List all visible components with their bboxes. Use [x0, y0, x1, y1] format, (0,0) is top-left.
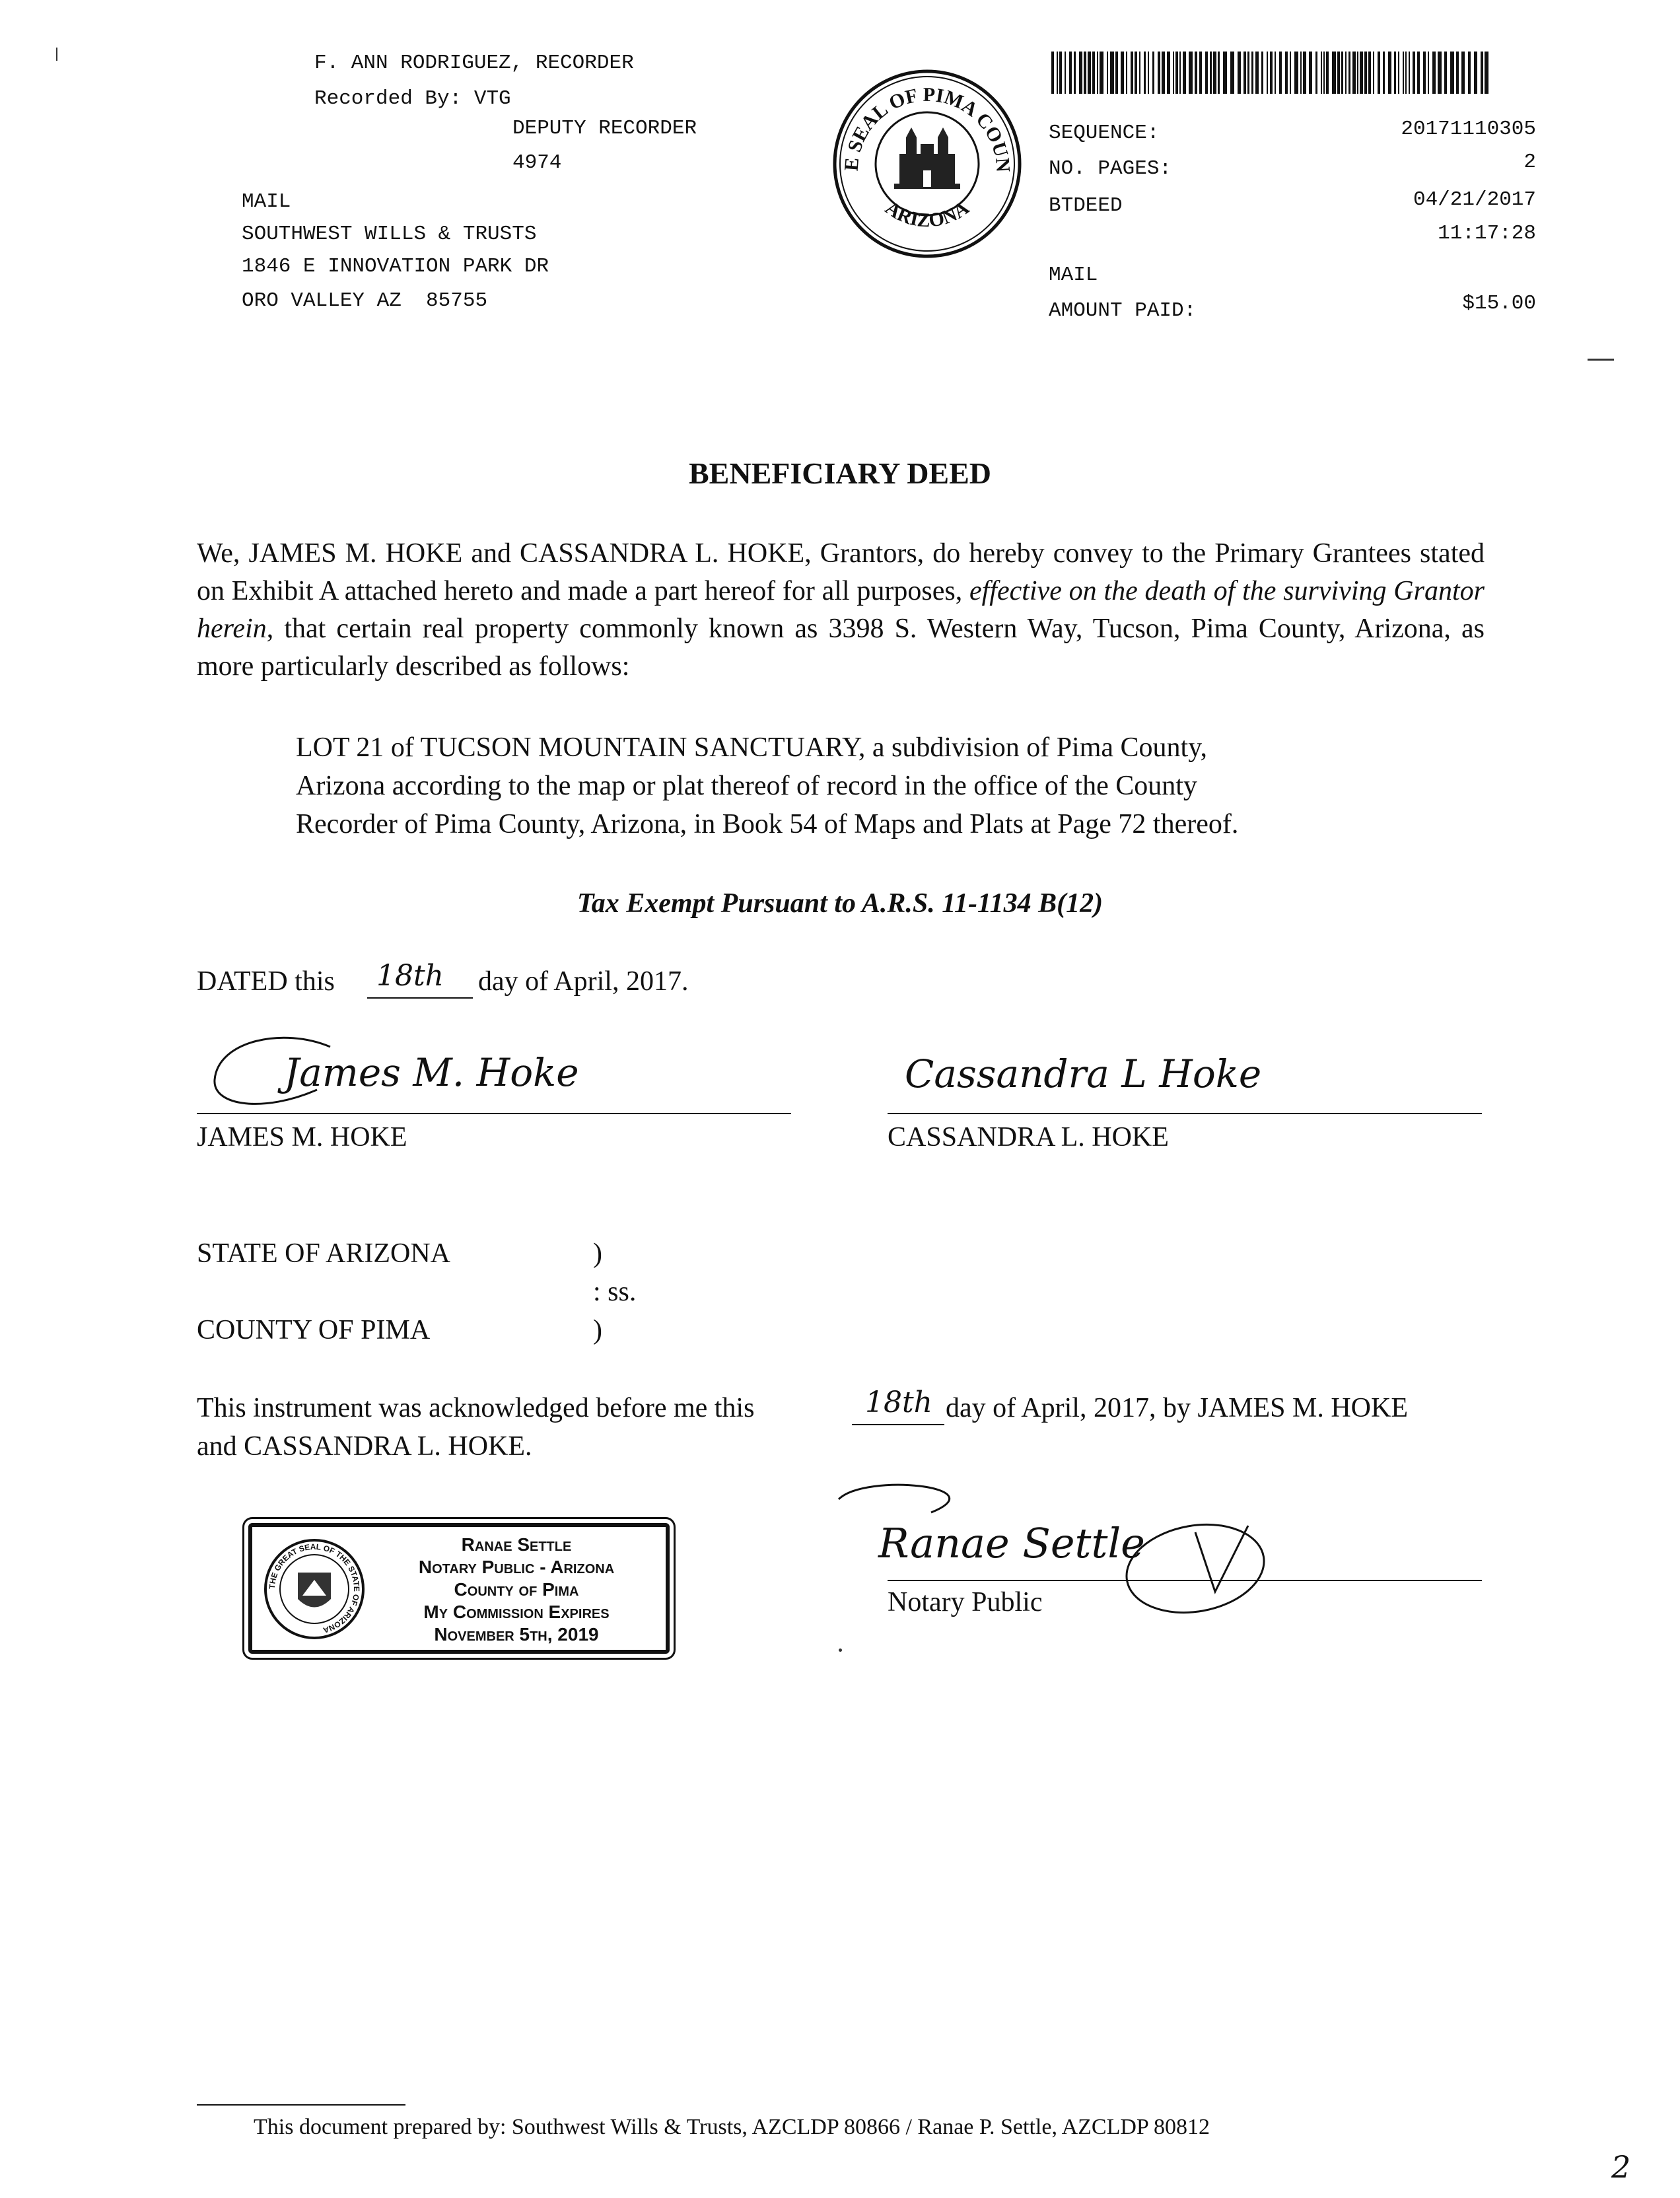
barcode-bar: [1175, 52, 1178, 94]
barcode-bar: [1403, 52, 1404, 94]
legal-line3: Recorder of Pima County, Arizona, in Book 54 of Maps and Plats at Page 72 thereof.: [296, 809, 1239, 839]
barcode-bar: [1294, 52, 1298, 94]
doc-type: BTDEED: [1049, 194, 1123, 217]
stamp-county: County of Pima: [454, 1579, 579, 1600]
barcode-bar: [1303, 52, 1306, 94]
conveyance-text-italic: effective on the death of the surviving Grantor herein: [197, 576, 1485, 644]
barcode-bar: [1352, 52, 1356, 94]
barcode-bar: [1315, 52, 1317, 94]
seal-top-text: THE SEAL OF PIMA COUNTY: [820, 48, 1014, 173]
seal-mission-icon: [894, 127, 960, 189]
barcode-bar: [1057, 52, 1058, 94]
barcode-bar: [1173, 52, 1174, 94]
barcode-bar: [1394, 52, 1396, 94]
venue-ss: : ss.: [593, 1277, 637, 1307]
barcode-bar: [1409, 52, 1410, 94]
notary-stamp: [248, 1523, 670, 1654]
barcode-bar: [1179, 52, 1181, 94]
barcode-bar: [1238, 52, 1241, 94]
barcode-bar: [1261, 52, 1263, 94]
barcode-bar: [1088, 52, 1091, 94]
document-title: BENEFICIARY DEED: [688, 456, 992, 490]
conveyance-text-b: , that certain real property commonly known as 3398 S. Western Way, Tucson, Pima County, Arizona, as more particularly described as follows:: [197, 614, 1485, 682]
venue-paren1: ): [593, 1238, 602, 1269]
barcode-bar: [1079, 52, 1082, 94]
dated-suffix: day of April, 2017.: [478, 966, 689, 997]
legal-line2: Arizona according to the map or plat thereof of record in the office of the County: [296, 771, 1197, 801]
barcode-bar: [1423, 52, 1426, 94]
recorder-name: F. ANN RODRIGUEZ, RECORDER: [314, 52, 634, 75]
barcode-bar: [1285, 52, 1288, 94]
ack-suffix: day of April, 2017, by JAMES M. HOKE: [946, 1393, 1408, 1423]
barcode-bar: [1290, 52, 1291, 94]
record-date: 04/21/2017: [1413, 188, 1536, 211]
arizona-state-seal: [262, 1536, 367, 1642]
barcode-bar: [1456, 52, 1459, 94]
deputy-recorder: DEPUTY RECORDER: [512, 117, 697, 140]
mail-line2: 1846 E INNOVATION PARK DR: [242, 255, 549, 278]
barcode-bar: [1183, 52, 1186, 94]
grantor1-signature-line: [197, 1113, 791, 1114]
legal-line1: LOT 21 of TUCSON MOUNTAIN SANCTUARY, a subdivision of Pima County,: [296, 732, 1207, 763]
barcode-bar: [1485, 52, 1488, 94]
barcode-bar: [1167, 52, 1170, 94]
notary-signature-line: [888, 1580, 1482, 1581]
stamp-title: Notary Public - Arizona: [418, 1557, 615, 1577]
barcode-bar: [1275, 52, 1276, 94]
stamp-expiry-date: November 5th, 2019: [434, 1624, 599, 1645]
amount-value: $15.00: [1462, 292, 1536, 315]
barcode-bar: [1444, 52, 1447, 94]
barcode-bar: [1279, 52, 1282, 94]
barcode-bar: [1383, 52, 1385, 94]
barcode-bar: [1097, 52, 1098, 94]
barcode-bar: [1251, 52, 1253, 94]
barcode-bar: [1135, 52, 1137, 94]
barcode-bar: [1368, 52, 1371, 94]
sequence-value: 20171110305: [1401, 118, 1536, 141]
barcode-bar: [1405, 52, 1407, 94]
grantor2-signature: Cassandra L Hoke: [905, 1051, 1262, 1096]
barcode-bar: [1428, 52, 1429, 94]
barcode-bar: [1115, 52, 1118, 94]
barcode-bar: [1247, 52, 1249, 94]
barcode-bar: [1152, 52, 1154, 94]
barcode-bar: [1378, 52, 1380, 94]
barcode-bar: [1332, 52, 1336, 94]
barcode-bar: [1337, 52, 1340, 94]
barcode-bar: [1121, 52, 1124, 94]
prepared-by: This document prepared by: Southwest Wills & Trusts, AZCLDP 80866 / Ranae P. Settle, AZCLDP 80812: [254, 2115, 1210, 2139]
barcode-bar: [1199, 52, 1202, 94]
notary-signature: Ranae Settle: [878, 1519, 1145, 1567]
barcode-bar: [1059, 52, 1062, 94]
pages-label: NO. PAGES:: [1049, 157, 1172, 180]
mail-line1: SOUTHWEST WILLS & TRUSTS: [242, 223, 537, 246]
ack-prefix: This instrument was acknowledged before me this: [197, 1393, 755, 1423]
grantor2-signature-line: [888, 1113, 1482, 1114]
venue-county: COUNTY OF PIMA: [197, 1315, 431, 1345]
barcode-bar: [1300, 52, 1302, 94]
barcode-bar: [1323, 52, 1325, 94]
pages-value: 2: [1523, 151, 1536, 174]
grantor1-signature: James M. Hoke: [284, 1050, 579, 1095]
dated-day-line: [367, 997, 473, 999]
mail-label: MAIL: [242, 190, 291, 213]
barcode: [1051, 52, 1492, 94]
barcode-bar: [1162, 52, 1165, 94]
barcode-bar: [1213, 52, 1216, 94]
barcode-bar: [1230, 52, 1234, 94]
sequence-label: SEQUENCE:: [1049, 122, 1160, 145]
barcode-bar: [1223, 52, 1227, 94]
amount-label: AMOUNT PAID:: [1049, 299, 1197, 322]
barcode-bar: [1205, 52, 1208, 94]
ack-day-handwritten: 18th: [865, 1386, 933, 1419]
barcode-bar: [1388, 52, 1391, 94]
barcode-bar: [1255, 52, 1259, 94]
mail-line3: ORO VALLEY AZ 85755: [242, 289, 488, 312]
barcode-bar: [1267, 52, 1268, 94]
barcode-bar: [1074, 52, 1076, 94]
barcode-bar: [1139, 52, 1140, 94]
notary-public-label: Notary Public: [888, 1587, 1043, 1617]
margin-tick: [56, 48, 57, 61]
barcode-bar: [1270, 52, 1273, 94]
barcode-bar: [1450, 52, 1454, 94]
stamp-commission-label: My Commission Expires: [423, 1602, 610, 1622]
stray-dot: [839, 1648, 842, 1652]
barcode-bar: [1360, 52, 1363, 94]
barcode-bar: [1065, 52, 1066, 94]
record-time: 11:17:28: [1438, 222, 1536, 245]
barcode-bar: [1148, 52, 1149, 94]
barcode-bar: [1432, 52, 1436, 94]
grantor1-name: JAMES M. HOKE: [197, 1122, 407, 1152]
recorded-by: Recorded By: VTG: [314, 87, 511, 110]
tax-exempt-note: Tax Exempt Pursuant to A.R.S. 11-1134 B(12): [577, 888, 1103, 919]
barcode-bar: [1341, 52, 1343, 94]
page-mark: 2: [1611, 2149, 1631, 2185]
barcode-bar: [1189, 52, 1193, 94]
venue-state: STATE OF ARIZONA: [197, 1238, 450, 1269]
conveyance-text-a: We, JAMES M. HOKE and CASSANDRA L. HOKE, Grantors, do hereby convey to the Primary Grantees stated on Exhibit A attached hereto and made a part hereof for all purposes,: [197, 538, 1485, 606]
deputy-number: 4974: [512, 151, 562, 174]
barcode-bar: [1461, 52, 1465, 94]
barcode-bar: [1144, 52, 1146, 94]
barcode-bar: [1438, 52, 1442, 94]
barcode-bar: [1357, 52, 1358, 94]
barcode-bar: [1468, 52, 1471, 94]
barcode-bar: [1364, 52, 1367, 94]
barcode-bar: [1373, 52, 1374, 94]
margin-dash: [1588, 359, 1614, 361]
barcode-bar: [1107, 52, 1108, 94]
barcode-bar: [1069, 52, 1072, 94]
barcode-bar: [1481, 52, 1483, 94]
barcode-bar: [1126, 52, 1127, 94]
barcode-bar: [1345, 52, 1347, 94]
barcode-bar: [1195, 52, 1197, 94]
stamp-notary-name: Ranae Settle: [461, 1534, 572, 1555]
barcode-bar: [1321, 52, 1322, 94]
conveyance-paragraph: [197, 535, 1485, 686]
barcode-bar: [1092, 52, 1095, 94]
barcode-bar: [1474, 52, 1477, 94]
venue-paren2: ): [593, 1315, 602, 1345]
ack-day-line: [852, 1424, 944, 1425]
dated-day-handwritten: 18th: [376, 959, 444, 993]
barcode-bar: [1110, 52, 1114, 94]
dated-prefix: DATED this: [197, 966, 335, 997]
pima-county-seal: [820, 48, 1026, 263]
grantor2-name: CASSANDRA L. HOKE: [888, 1122, 1169, 1152]
barcode-bar: [1051, 52, 1054, 94]
barcode-bar: [1243, 52, 1246, 94]
seal-bottom-text: ARIZONA: [881, 196, 973, 232]
seal-shield-icon: [298, 1573, 331, 1608]
barcode-bar: [1210, 52, 1212, 94]
barcode-bar: [1100, 52, 1103, 94]
barcode-bar: [1309, 52, 1312, 94]
footer-rule: [197, 2104, 405, 2106]
mail-flag: MAIL: [1049, 264, 1098, 287]
barcode-bar: [1084, 52, 1086, 94]
barcode-bar: [1398, 52, 1399, 94]
barcode-bar: [1158, 52, 1160, 94]
barcode-bar: [1413, 52, 1415, 94]
barcode-bar: [1326, 52, 1329, 94]
barcode-bar: [1131, 52, 1133, 94]
ack-line2: and CASSANDRA L. HOKE.: [197, 1431, 532, 1462]
barcode-bar: [1417, 52, 1420, 94]
barcode-bar: [1348, 52, 1350, 94]
barcode-bar: [1218, 52, 1220, 94]
state-seal-text: THE GREAT SEAL OF THE STATE OF ARIZONA: [267, 1542, 362, 1635]
svg-text:ARIZONA: [882, 197, 973, 232]
